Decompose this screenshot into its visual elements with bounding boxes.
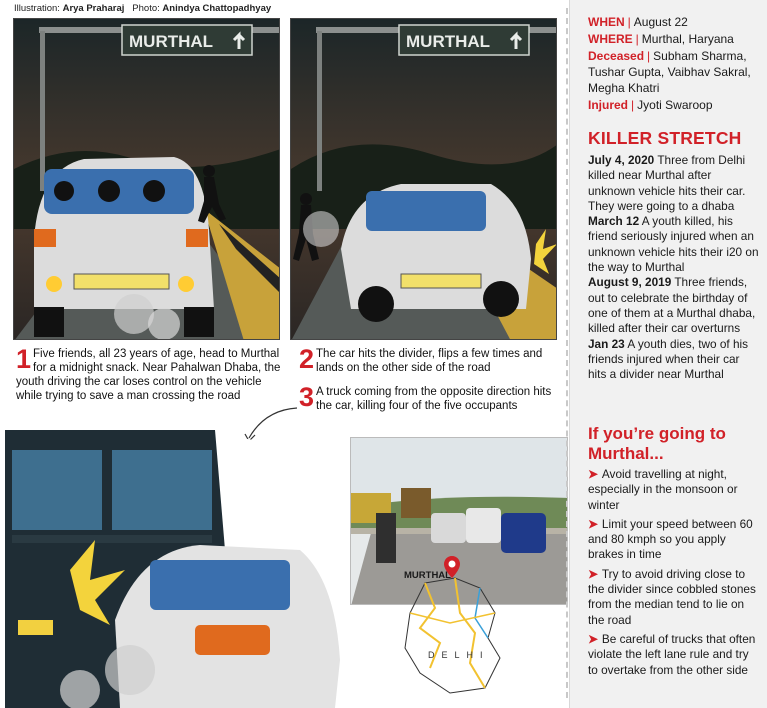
fact-where: WHERE | Murthal, Haryana bbox=[588, 32, 734, 46]
going-to-murthal-title: If you’re going to Murthal... bbox=[588, 424, 726, 463]
step-2-number: 2 bbox=[299, 344, 315, 374]
photo-credit-name: Anindya Chattopadhyay bbox=[162, 3, 272, 14]
killer-stretch-list bbox=[588, 153, 760, 382]
tip-text: Avoid travelling at night, especially in the monsoon or winter bbox=[588, 467, 738, 512]
step-3-text: A truck coming from the opposite direction hits the car, killing four of the five occupants bbox=[316, 386, 552, 412]
fact-when-value: August 22 bbox=[633, 15, 688, 29]
fact-deceased: Deceased | Subham Sharma, Tushar Gupta, Vaibhav Sakral, Megha Khatri bbox=[588, 49, 751, 95]
killer-item bbox=[588, 337, 760, 383]
step-1 bbox=[16, 344, 284, 403]
killer-item-text: Three from Delhi killed near Murthal after unknown vehicle hits their car. They were going to a dhaba bbox=[588, 153, 746, 213]
arrow-right-icon: ➤ bbox=[588, 566, 598, 581]
killer-item-text: A youth dies, two of his friends injured when their car hits a divider near Murthal bbox=[588, 336, 749, 382]
murthal-sign-2 bbox=[399, 25, 529, 55]
fact-injured: Injured | Jyoti Swaroop bbox=[588, 98, 713, 112]
murthal-sign-1 bbox=[122, 25, 252, 55]
fact-where-value: Murthal, Haryana bbox=[641, 32, 734, 46]
safety-tips-list bbox=[588, 467, 760, 682]
photo-credit-label: Photo: bbox=[132, 3, 160, 14]
tip-item bbox=[588, 517, 760, 563]
sign-text-2: MURTHAL bbox=[406, 32, 491, 51]
killer-item-date: August 9, 2019 bbox=[588, 275, 672, 290]
illustration-credit-name: Arya Praharaj bbox=[62, 3, 125, 14]
car-hits-divider-illustration bbox=[291, 19, 557, 340]
killer-item-text: Three friends, out to celebrate the birthday of one of them at a Murthal dhaba, killed after their car overturns bbox=[588, 275, 756, 336]
step-2-text: The car hits the divider, flips a few times and lands on the other side of the road bbox=[316, 348, 543, 374]
arrow-right-icon: ➤ bbox=[588, 467, 598, 481]
step-3-number: 3 bbox=[299, 382, 315, 412]
step-3 bbox=[299, 382, 561, 413]
fact-deceased-value: Subham Sharma, Tushar Gupta, Vaibhav Sakral, Megha Khatri bbox=[588, 49, 751, 95]
tip-item bbox=[588, 632, 760, 678]
fact-deceased-label: Deceased bbox=[588, 49, 645, 63]
killer-item-text: A youth killed, his friend seriously injured when an unknown vehicle hits their i20 on the way to Murthal bbox=[588, 214, 759, 275]
truck-collision-illustration bbox=[0, 420, 345, 708]
fact-when-label: WHEN bbox=[588, 15, 625, 29]
car-losing-control-illustration bbox=[14, 19, 280, 340]
fact-when: WHEN | August 22 bbox=[588, 15, 688, 29]
killer-item bbox=[588, 153, 760, 214]
fact-injured-label: Injured bbox=[588, 98, 629, 112]
illustration-panel-2 bbox=[290, 18, 557, 340]
incident-facts bbox=[588, 14, 763, 114]
illustration-credit-label: Illustration: bbox=[14, 3, 60, 14]
map-label-murthal: MURTHAL bbox=[404, 570, 451, 581]
killer-item-date: Jan 23 bbox=[588, 336, 625, 351]
fact-where-label: WHERE bbox=[588, 32, 633, 46]
killer-item-date: July 4, 2020 bbox=[588, 153, 655, 167]
sidebar-divider bbox=[566, 8, 568, 698]
sign-text-1: MURTHAL bbox=[129, 32, 214, 51]
tip-text: Try to avoid driving close to the divider since cobbled stones from the median tend to lie on the road bbox=[588, 566, 756, 627]
map-label-delhi: DELHI bbox=[428, 650, 490, 660]
tip-item bbox=[588, 467, 760, 513]
illustration-panel-1 bbox=[13, 18, 280, 340]
tip-text: Be careful of trucks that often violate the left lane rule and try to overtake from the other side bbox=[588, 631, 756, 677]
step-1-number: 1 bbox=[16, 344, 32, 374]
credits-line bbox=[14, 3, 271, 14]
tip-item bbox=[588, 567, 760, 628]
fact-injured-value: Jyoti Swaroop bbox=[637, 98, 713, 112]
step-1-text: Five friends, all 23 years of age, head to Murthal for a midnight snack. Near Pahalwan Dhaba, the youth driving the car loses control on the vehicle while trying to save a man crossing the road bbox=[16, 348, 281, 402]
arrow-right-icon: ➤ bbox=[588, 516, 598, 531]
killer-item bbox=[588, 214, 760, 275]
arrow-right-icon: ➤ bbox=[588, 631, 598, 646]
killer-item bbox=[588, 275, 760, 336]
tip-text: Limit your speed between 60 and 80 kmph so you apply brakes in time bbox=[588, 516, 753, 562]
step-2 bbox=[299, 344, 561, 375]
killer-item-date: March 12 bbox=[588, 214, 640, 229]
killer-stretch-title: KILLER STRETCH bbox=[588, 128, 742, 148]
